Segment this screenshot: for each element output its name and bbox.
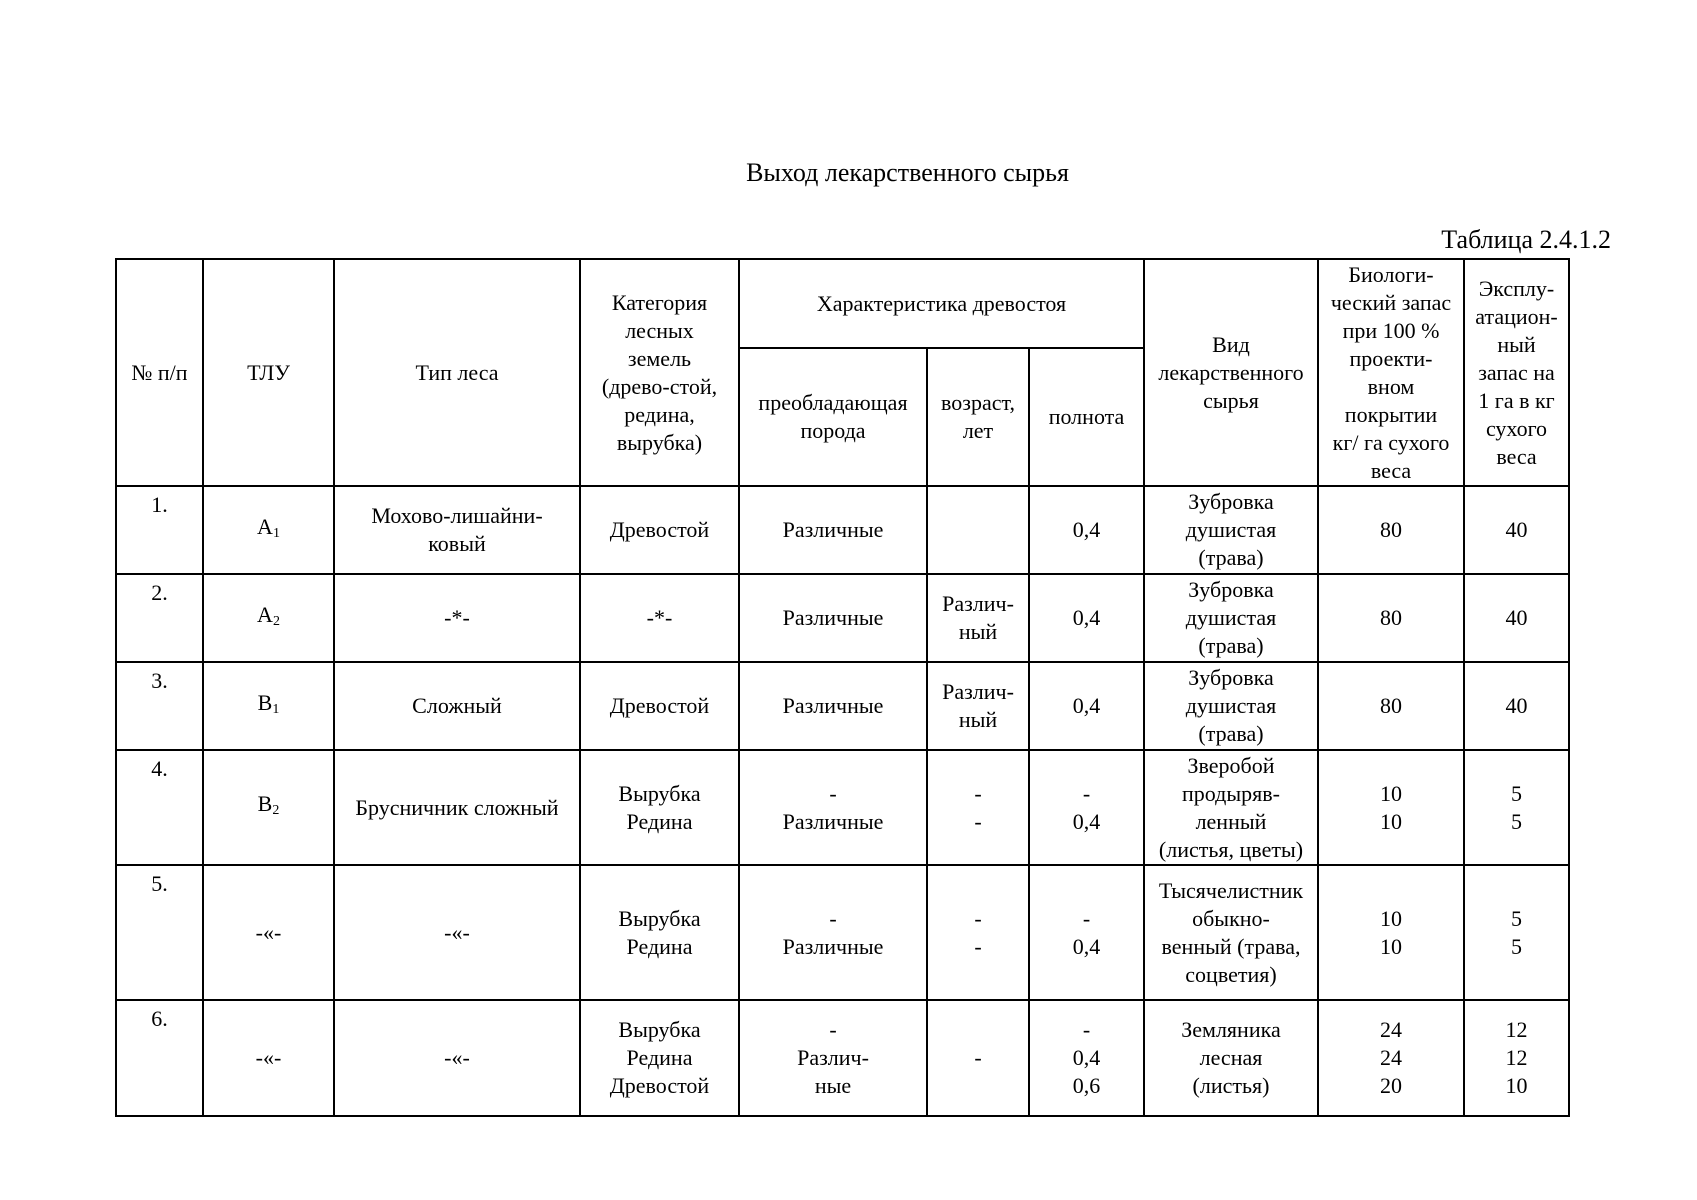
table-row bbox=[116, 574, 1569, 662]
header-dominant-species bbox=[739, 348, 927, 486]
cell-density bbox=[1029, 1000, 1144, 1116]
cell-tlu: $В_1$ bbox=[203, 662, 334, 750]
cell-line: Вырубка bbox=[618, 1017, 701, 1042]
cell-line: Различные bbox=[782, 933, 884, 959]
cell-line: ленный bbox=[1195, 808, 1267, 834]
cell-line: Древостой bbox=[609, 693, 710, 718]
cell-line: - bbox=[829, 780, 837, 806]
cell-line: Различные bbox=[782, 808, 884, 834]
table-row bbox=[116, 486, 1569, 574]
cell-line: 5 bbox=[1511, 933, 1522, 959]
header-biological-stock bbox=[1318, 259, 1464, 486]
cell-land-category bbox=[580, 574, 739, 662]
cell-line: (листья, цветы) bbox=[1158, 836, 1304, 862]
cell-exploitable-stock bbox=[1464, 486, 1569, 574]
cell-line: (листья) bbox=[1192, 1073, 1270, 1098]
cell-age bbox=[927, 1000, 1029, 1116]
cell-line: 40 bbox=[1505, 605, 1528, 630]
cell-land-category bbox=[580, 1000, 739, 1116]
cell-line: Мохово-лишайни- bbox=[371, 503, 543, 528]
cell-land-category bbox=[580, 750, 739, 865]
cell-row-number: 5. bbox=[116, 865, 203, 1000]
cell-dominant-species bbox=[739, 865, 927, 1000]
table-row bbox=[116, 662, 1569, 750]
cell-line: душистая bbox=[1185, 693, 1277, 718]
cell-line: 24 bbox=[1380, 1017, 1402, 1042]
cell-density bbox=[1029, 750, 1144, 865]
header-exploitable-stock bbox=[1464, 259, 1569, 486]
cell-raw-material-kind bbox=[1144, 750, 1318, 865]
cell-line: ный bbox=[958, 707, 998, 732]
cell-raw-material-kind bbox=[1144, 574, 1318, 662]
cell-line: 5 bbox=[1511, 780, 1522, 806]
cell-line: 10 bbox=[1380, 905, 1402, 931]
header-forest-type: Тип леса bbox=[334, 259, 580, 486]
cell-line: соцветия) bbox=[1185, 961, 1277, 987]
cell-line: 0,4 bbox=[1072, 933, 1101, 959]
cell-line: Редина bbox=[626, 1045, 693, 1070]
cell-line: 80 bbox=[1380, 517, 1402, 542]
cell-line: Вырубка bbox=[618, 905, 701, 931]
cell-row-number: 6. bbox=[116, 1000, 203, 1116]
cell-line: Различ- bbox=[797, 1045, 869, 1070]
cell-tlu: $А_2$ bbox=[203, 574, 334, 662]
cell-line: сырья bbox=[1203, 387, 1259, 413]
cell-line: покрытии bbox=[1344, 401, 1438, 427]
cell-age bbox=[927, 486, 1029, 574]
cell-exploitable-stock bbox=[1464, 574, 1569, 662]
cell-line: веса bbox=[1496, 443, 1537, 469]
tlu-subscript: 1 bbox=[272, 525, 280, 541]
medicinal-raw-materials-table bbox=[115, 258, 1570, 1117]
cell-line: Зубровка bbox=[1188, 489, 1274, 514]
cell-line: 0,4 bbox=[1072, 1045, 1101, 1070]
cell-row-number: 3. bbox=[116, 662, 203, 750]
cell-line: - bbox=[829, 905, 837, 931]
cell-line: вырубка) bbox=[616, 429, 703, 455]
cell-exploitable-stock bbox=[1464, 1000, 1569, 1116]
cell-line: 10 bbox=[1380, 808, 1402, 834]
cell-line: Различ- bbox=[942, 679, 1014, 704]
cell-line: 80 bbox=[1380, 605, 1402, 630]
cell-raw-material-kind bbox=[1144, 865, 1318, 1000]
cell-biological-stock bbox=[1318, 662, 1464, 750]
cell-line: Древостой bbox=[609, 1073, 710, 1098]
cell-line: запас на bbox=[1478, 359, 1555, 385]
cell-line: 0,6 bbox=[1072, 1073, 1101, 1098]
cell-line: при 100 % bbox=[1342, 317, 1440, 343]
cell-dominant-species bbox=[739, 486, 927, 574]
cell-exploitable-stock bbox=[1464, 662, 1569, 750]
cell-line: 12 bbox=[1505, 1045, 1528, 1070]
cell-line: сухого bbox=[1485, 415, 1548, 441]
cell-line: Зверобой bbox=[1187, 752, 1275, 778]
header-density: полнота bbox=[1029, 348, 1144, 486]
cell-line: кг/ га сухого bbox=[1332, 429, 1450, 455]
cell-line: лет bbox=[962, 418, 994, 443]
cell-line: вном bbox=[1367, 373, 1415, 399]
cell-line: Древостой bbox=[609, 517, 710, 542]
cell-line: проекти- bbox=[1349, 345, 1433, 371]
cell-density bbox=[1029, 486, 1144, 574]
cell-row-number: 4. bbox=[116, 750, 203, 865]
cell-line: -*- bbox=[444, 605, 470, 630]
cell-line: редина, bbox=[624, 401, 695, 427]
cell-line: Различные bbox=[782, 693, 884, 718]
cell-line: порода bbox=[800, 418, 866, 443]
cell-line: ковый bbox=[428, 531, 486, 556]
cell-exploitable-stock bbox=[1464, 865, 1569, 1000]
header-tlu: ТЛУ bbox=[203, 259, 334, 486]
cell-line: 40 bbox=[1505, 517, 1528, 542]
cell-tlu: $В_2$ bbox=[203, 750, 334, 865]
cell-biological-stock bbox=[1318, 865, 1464, 1000]
cell-line: Редина bbox=[626, 808, 693, 834]
cell-line: Вид bbox=[1212, 331, 1250, 357]
cell-line: - bbox=[974, 780, 982, 806]
header-age bbox=[927, 348, 1029, 486]
cell-line: 0,4 bbox=[1072, 808, 1101, 834]
table-body bbox=[116, 486, 1569, 1116]
cell-line: Брусничник сложный bbox=[355, 794, 559, 820]
cell-forest-type bbox=[334, 486, 580, 574]
cell-line: 0,4 bbox=[1072, 517, 1101, 542]
cell-line: (трава) bbox=[1198, 721, 1264, 746]
cell-forest-type bbox=[334, 750, 580, 865]
cell-raw-material-kind bbox=[1144, 1000, 1318, 1116]
cell-line: - bbox=[829, 1017, 837, 1042]
cell-density bbox=[1029, 865, 1144, 1000]
cell-line: Сложный bbox=[412, 693, 502, 718]
cell-line: 5 bbox=[1511, 808, 1522, 834]
cell-density bbox=[1029, 662, 1144, 750]
cell-dominant-species bbox=[739, 662, 927, 750]
cell-land-category bbox=[580, 486, 739, 574]
cell-raw-material-kind bbox=[1144, 662, 1318, 750]
cell-line: Тысячелистник bbox=[1158, 877, 1304, 903]
cell-line: возраст, bbox=[941, 390, 1015, 415]
tlu-subscript: 1 bbox=[272, 701, 280, 717]
cell-line: Вырубка bbox=[618, 780, 701, 806]
cell-biological-stock bbox=[1318, 750, 1464, 865]
cell-line: атацион- bbox=[1475, 303, 1558, 329]
cell-line: душистая bbox=[1185, 605, 1277, 630]
cell-line: 12 bbox=[1505, 1017, 1528, 1042]
cell-age bbox=[927, 662, 1029, 750]
cell-age bbox=[927, 865, 1029, 1000]
tlu-subscript: 2 bbox=[272, 803, 280, 818]
cell-line: Различные bbox=[782, 517, 884, 542]
cell-line: - bbox=[974, 808, 982, 834]
cell-line: лесных bbox=[625, 317, 694, 343]
cell-line: ные bbox=[814, 1073, 852, 1098]
cell-line: -*- bbox=[646, 605, 673, 630]
cell-line bbox=[930, 516, 1026, 544]
cell-line: Эксплу- bbox=[1478, 275, 1555, 301]
cell-line: 20 bbox=[1380, 1073, 1402, 1098]
cell-line: ный bbox=[958, 619, 998, 644]
cell-line: (древо-стой, bbox=[601, 373, 718, 399]
cell-line: 40 bbox=[1505, 693, 1528, 718]
cell-line: обыкно- bbox=[1192, 905, 1270, 931]
cell-tlu: -«- bbox=[203, 1000, 334, 1116]
cell-line: 1 га в кг bbox=[1478, 387, 1555, 413]
cell-line: -«- bbox=[444, 1045, 470, 1070]
cell-line: лесная bbox=[1199, 1045, 1263, 1070]
cell-line: душистая bbox=[1185, 517, 1277, 542]
cell-line: 80 bbox=[1380, 693, 1402, 718]
cell-line: (трава) bbox=[1198, 633, 1264, 658]
cell-line: 10 bbox=[1380, 780, 1402, 806]
header-num: № п/п bbox=[116, 259, 203, 486]
cell-age bbox=[927, 750, 1029, 865]
table-row bbox=[116, 750, 1569, 865]
cell-line: Зубровка bbox=[1188, 577, 1274, 602]
cell-land-category bbox=[580, 865, 739, 1000]
cell-line: - bbox=[1082, 905, 1091, 931]
cell-line: Биологи- bbox=[1348, 261, 1434, 287]
cell-dominant-species bbox=[739, 1000, 927, 1116]
cell-row-number: 2. bbox=[116, 574, 203, 662]
cell-forest-type bbox=[334, 574, 580, 662]
cell-line: земель bbox=[627, 345, 692, 371]
header-raw-material-kind bbox=[1144, 259, 1318, 486]
cell-line: - bbox=[974, 933, 982, 959]
cell-line: 24 bbox=[1380, 1045, 1402, 1070]
cell-line: (трава) bbox=[1198, 545, 1264, 570]
cell-tlu: $А_1$ bbox=[203, 486, 334, 574]
cell-density bbox=[1029, 574, 1144, 662]
document-title: Выход лекарственного сырья bbox=[746, 158, 1069, 187]
cell-forest-type bbox=[334, 662, 580, 750]
cell-line: венный (трава, bbox=[1161, 933, 1301, 959]
cell-line: Различные bbox=[782, 605, 884, 630]
cell-dominant-species bbox=[739, 750, 927, 865]
cell-line: Категория bbox=[611, 289, 708, 315]
cell-line: 10 bbox=[1505, 1073, 1528, 1098]
cell-row-number: 1. bbox=[116, 486, 203, 574]
header-land-category bbox=[580, 259, 739, 486]
cell-line: Редина bbox=[626, 933, 693, 959]
cell-forest-type bbox=[334, 865, 580, 1000]
cell-line: продыряв- bbox=[1182, 780, 1280, 806]
cell-line: Различ- bbox=[942, 591, 1014, 616]
cell-line: - bbox=[1082, 780, 1091, 806]
cell-forest-type bbox=[334, 1000, 580, 1116]
cell-line: веса bbox=[1370, 457, 1412, 483]
cell-line: 5 bbox=[1511, 905, 1522, 931]
cell-biological-stock bbox=[1318, 1000, 1464, 1116]
cell-line: преобладающая bbox=[758, 390, 908, 415]
cell-line: ческий запас bbox=[1330, 289, 1452, 315]
cell-biological-stock bbox=[1318, 486, 1464, 574]
table-number: Таблица 2.4.1.2 bbox=[1441, 225, 1611, 254]
header-stand-characteristics: Характеристика древостоя bbox=[739, 259, 1144, 348]
cell-line: ный bbox=[1497, 331, 1536, 357]
cell-dominant-species bbox=[739, 574, 927, 662]
table-row bbox=[116, 1000, 1569, 1116]
table-row bbox=[116, 865, 1569, 1000]
cell-line: - bbox=[1082, 1017, 1091, 1042]
tlu-subscript: 2 bbox=[272, 613, 280, 629]
cell-line: - bbox=[974, 1045, 982, 1070]
cell-line: Земляника bbox=[1181, 1017, 1281, 1042]
cell-line: лекарственного bbox=[1158, 359, 1304, 385]
cell-line: 0,4 bbox=[1072, 693, 1101, 718]
cell-line: 0,4 bbox=[1072, 605, 1101, 630]
cell-line: Зубровка bbox=[1188, 665, 1274, 690]
cell-biological-stock bbox=[1318, 574, 1464, 662]
cell-raw-material-kind bbox=[1144, 486, 1318, 574]
cell-line: 10 bbox=[1380, 933, 1402, 959]
cell-line: -«- bbox=[444, 919, 470, 945]
cell-tlu: -«- bbox=[203, 865, 334, 1000]
cell-age bbox=[927, 574, 1029, 662]
cell-line: - bbox=[974, 905, 982, 931]
cell-exploitable-stock bbox=[1464, 750, 1569, 865]
cell-land-category bbox=[580, 662, 739, 750]
